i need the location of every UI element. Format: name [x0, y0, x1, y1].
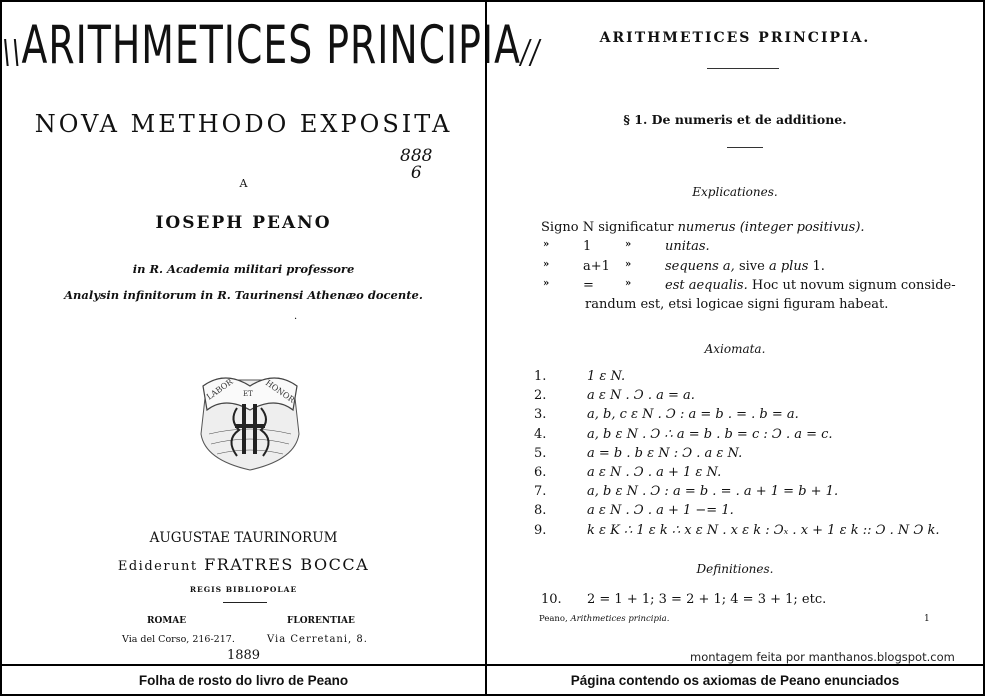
- axiom-formula: 1 ε N.: [587, 369, 626, 384]
- explication-text: unitas.: [665, 239, 710, 254]
- footer-author: Peano,: [539, 614, 568, 624]
- axiom-formula: a ε N . Ɔ . a + 1 −= 1.: [587, 503, 734, 519]
- ditto-mark: »: [543, 259, 550, 270]
- book-subtitle: NOVA METHODO EXPOSITA: [34, 110, 453, 138]
- by-letter: A: [239, 177, 248, 190]
- signo-line: [541, 220, 865, 235]
- axiom-formula: a ε N . Ɔ . a + 1 ε N.: [587, 465, 722, 480]
- author-name: IOSEPH PEANO: [155, 213, 332, 233]
- publisher-prefix: Ediderunt: [117, 559, 198, 574]
- emblem-motto-right: HONOR: [263, 378, 297, 405]
- title-slash-left: \\: [2, 34, 22, 72]
- caption-right: Página contendo os axiomas de Peano enunciados: [485, 664, 985, 696]
- section-title: § 1. De numeris et de additione.: [623, 112, 847, 127]
- city-rome: ROMAE: [147, 616, 187, 626]
- axiom-formula: a, b ε N . Ɔ ∴ a = b . b = c : Ɔ . a = c.: [587, 426, 833, 442]
- publication-year: 1889: [226, 648, 261, 663]
- publisher: [2, 555, 485, 574]
- city: AUGUSTAE TAURINORUM: [149, 530, 338, 546]
- explication-symbol: 1: [583, 239, 592, 254]
- emblem-motto-mid: ET: [243, 390, 253, 398]
- section-rule: [727, 147, 763, 148]
- axiom-number: 1.: [534, 369, 547, 384]
- explication-text: est aequalis. Hoc ut novum signum conside-: [665, 278, 956, 293]
- definition-number: 10.: [541, 592, 562, 607]
- explications-heading: Explicationes.: [692, 185, 778, 199]
- address-florence: Via Cerretani, 8.: [267, 634, 368, 645]
- title-slash-right: //: [520, 34, 541, 72]
- explication-symbol: =: [583, 278, 594, 293]
- ditto-mark: »: [543, 239, 550, 250]
- author-affiliation-2: Analysin infinitorum in R. Taurinensi Athenæo docente.: [64, 288, 423, 302]
- signo-italic: numerus (integer positivus).: [677, 220, 865, 235]
- handwritten-line2: 6: [410, 163, 422, 183]
- axiom-number: 3.: [534, 407, 547, 423]
- header-rule: [707, 68, 779, 69]
- axiom-formula: a, b ε N . Ɔ : a = b . = . a + 1 = b + 1.: [587, 484, 839, 500]
- axioms-heading: Axiomata.: [704, 342, 766, 356]
- address-rome: Via del Corso, 216-217.: [122, 634, 235, 645]
- regis-bibliopolae: REGIS BIBLIOPOLAE: [189, 585, 298, 594]
- axiom-number: 7.: [534, 484, 547, 500]
- ditto-mark: »: [625, 239, 632, 250]
- axiom-number: 5.: [534, 445, 547, 461]
- axiom-number: 4.: [534, 426, 547, 442]
- caption-left: Folha de rosto do livro de Peano: [0, 664, 487, 696]
- definitions-heading: Definitiones.: [696, 562, 774, 576]
- publisher-emblem: [195, 364, 305, 472]
- montage-credit: montagem feita por manthanos.blogspot.com: [690, 650, 955, 664]
- explication-symbol: a+1: [583, 259, 610, 274]
- page-footer: [539, 614, 669, 624]
- emblem-motto-left: LABOR: [204, 377, 235, 402]
- axiom-number: 8.: [534, 503, 547, 519]
- axiom-formula: a = b . b ε N : Ɔ . a ε N.: [587, 445, 743, 461]
- ditto-mark: »: [625, 259, 632, 270]
- footer-title: Arithmetices principia.: [570, 614, 670, 624]
- axioms-page-panel: [485, 0, 985, 666]
- signo-prefix: Signo N significatur: [541, 220, 674, 235]
- author-affiliation-1: in R. Academia militari professore: [132, 262, 355, 276]
- stray-dot: ·: [294, 314, 298, 325]
- publisher-name: FRATRES BOCCA: [204, 555, 370, 574]
- ditto-mark: »: [625, 278, 632, 289]
- axiom-formula: k ε K ∴ 1 ε k ∴ x ε N . x ε k : Ɔₓ . x + 1 ε k :: Ɔ . N Ɔ k.: [587, 522, 940, 538]
- publisher-rule: [223, 602, 267, 603]
- book-title-text: ARITHMETICES PRINCIPIA: [21, 14, 521, 76]
- page-header-title: ARITHMETICES PRINCIPIA.: [599, 30, 871, 46]
- axiom-number: 9.: [534, 522, 547, 538]
- axiom-number: 6.: [534, 465, 547, 480]
- explication-continuation: randum est, etsi logicae signi figuram habeat.: [585, 297, 889, 312]
- book-title: [2, 14, 541, 76]
- definition-formula: 2 = 1 + 1; 3 = 2 + 1; 4 = 3 + 1; etc.: [587, 592, 827, 607]
- axiom-number: 2.: [534, 388, 547, 404]
- handwritten-line1: 888: [400, 146, 433, 166]
- page-number: 1: [924, 614, 930, 624]
- axiom-formula: a, b, c ε N . Ɔ : a = b . = . b = a.: [587, 407, 799, 423]
- explication-text: sequens a, sive a plus 1.: [665, 259, 825, 274]
- city-florence: FLORENTIAE: [287, 616, 355, 626]
- axiom-formula: a ε N . Ɔ . a = a.: [587, 388, 695, 404]
- ditto-mark: »: [543, 278, 550, 289]
